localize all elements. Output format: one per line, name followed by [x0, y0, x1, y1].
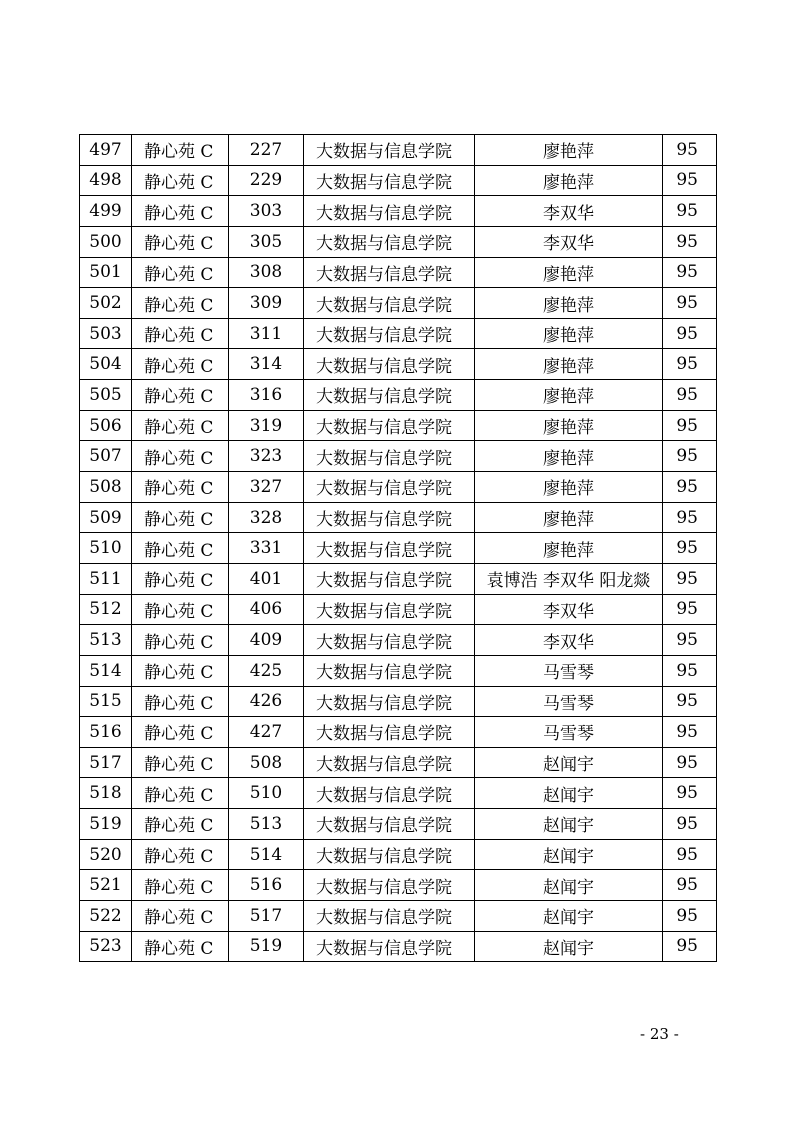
row-number-cell: 511 — [80, 563, 132, 594]
table-row — [80, 165, 717, 196]
staff-names-cell: 赵闻宇 — [475, 901, 663, 932]
score-cell: 95 — [663, 502, 717, 533]
room-number-cell: 305 — [229, 226, 304, 257]
building-name-cell: 静心苑 C — [132, 288, 229, 319]
row-number-cell: 513 — [80, 625, 132, 656]
room-number-cell: 327 — [229, 472, 304, 503]
college-name-cell: 大数据与信息学院 — [304, 563, 475, 594]
row-number-cell: 512 — [80, 594, 132, 625]
college-name-cell: 大数据与信息学院 — [304, 318, 475, 349]
building-name-cell: 静心苑 C — [132, 472, 229, 503]
staff-names-cell: 李双华 — [475, 196, 663, 227]
staff-names-cell: 廖艳萍 — [475, 410, 663, 441]
score-cell: 95 — [663, 380, 717, 411]
room-number-cell: 229 — [229, 165, 304, 196]
staff-names-cell: 赵闻宇 — [475, 809, 663, 840]
building-name-cell: 静心苑 C — [132, 870, 229, 901]
score-cell: 95 — [663, 747, 717, 778]
college-name-cell: 大数据与信息学院 — [304, 288, 475, 319]
row-number-cell: 508 — [80, 472, 132, 503]
building-name-cell: 静心苑 C — [132, 502, 229, 533]
score-cell: 95 — [663, 288, 717, 319]
college-name-cell: 大数据与信息学院 — [304, 472, 475, 503]
table-row — [80, 563, 717, 594]
room-number-cell: 316 — [229, 380, 304, 411]
score-cell: 95 — [663, 870, 717, 901]
staff-names-cell: 马雪琴 — [475, 655, 663, 686]
score-cell: 95 — [663, 410, 717, 441]
score-cell: 95 — [663, 839, 717, 870]
room-number-cell: 425 — [229, 655, 304, 686]
table-row — [80, 931, 717, 962]
row-number-cell: 506 — [80, 410, 132, 441]
table-row — [80, 410, 717, 441]
page-number: - 23 - — [640, 1025, 679, 1043]
building-name-cell: 静心苑 C — [132, 165, 229, 196]
score-cell: 95 — [663, 196, 717, 227]
building-name-cell: 静心苑 C — [132, 318, 229, 349]
room-number-cell: 510 — [229, 778, 304, 809]
table-row — [80, 257, 717, 288]
building-name-cell: 静心苑 C — [132, 380, 229, 411]
college-name-cell: 大数据与信息学院 — [304, 747, 475, 778]
score-cell: 95 — [663, 809, 717, 840]
row-number-cell: 500 — [80, 226, 132, 257]
staff-names-cell: 赵闻宇 — [475, 839, 663, 870]
room-number-cell: 314 — [229, 349, 304, 380]
college-name-cell: 大数据与信息学院 — [304, 226, 475, 257]
score-cell: 95 — [663, 441, 717, 472]
staff-names-cell: 廖艳萍 — [475, 533, 663, 564]
room-number-cell: 517 — [229, 901, 304, 932]
building-name-cell: 静心苑 C — [132, 686, 229, 717]
score-cell: 95 — [663, 226, 717, 257]
building-name-cell: 静心苑 C — [132, 441, 229, 472]
room-number-cell: 227 — [229, 135, 304, 166]
room-number-cell: 331 — [229, 533, 304, 564]
score-cell: 95 — [663, 257, 717, 288]
room-number-cell: 323 — [229, 441, 304, 472]
score-cell: 95 — [663, 625, 717, 656]
staff-names-cell: 廖艳萍 — [475, 135, 663, 166]
score-cell: 95 — [663, 901, 717, 932]
row-number-cell: 505 — [80, 380, 132, 411]
score-cell: 95 — [663, 717, 717, 748]
staff-names-cell: 袁博浩 李双华 阳龙燚 — [475, 563, 663, 594]
score-cell: 95 — [663, 318, 717, 349]
staff-names-cell: 李双华 — [475, 625, 663, 656]
room-number-cell: 401 — [229, 563, 304, 594]
building-name-cell: 静心苑 C — [132, 410, 229, 441]
room-number-cell: 311 — [229, 318, 304, 349]
room-number-cell: 427 — [229, 717, 304, 748]
row-number-cell: 521 — [80, 870, 132, 901]
room-number-cell: 308 — [229, 257, 304, 288]
college-name-cell: 大数据与信息学院 — [304, 870, 475, 901]
row-number-cell: 520 — [80, 839, 132, 870]
row-number-cell: 518 — [80, 778, 132, 809]
building-name-cell: 静心苑 C — [132, 809, 229, 840]
room-number-cell: 516 — [229, 870, 304, 901]
college-name-cell: 大数据与信息学院 — [304, 809, 475, 840]
table-row — [80, 135, 717, 166]
college-name-cell: 大数据与信息学院 — [304, 349, 475, 380]
staff-names-cell: 廖艳萍 — [475, 288, 663, 319]
score-cell: 95 — [663, 594, 717, 625]
room-number-cell: 513 — [229, 809, 304, 840]
college-name-cell: 大数据与信息学院 — [304, 533, 475, 564]
score-cell: 95 — [663, 135, 717, 166]
table-row — [80, 226, 717, 257]
college-name-cell: 大数据与信息学院 — [304, 594, 475, 625]
college-name-cell: 大数据与信息学院 — [304, 686, 475, 717]
table-row — [80, 472, 717, 503]
college-name-cell: 大数据与信息学院 — [304, 135, 475, 166]
table-row — [80, 778, 717, 809]
row-number-cell: 509 — [80, 502, 132, 533]
staff-names-cell: 廖艳萍 — [475, 165, 663, 196]
room-number-cell: 514 — [229, 839, 304, 870]
building-name-cell: 静心苑 C — [132, 196, 229, 227]
college-name-cell: 大数据与信息学院 — [304, 778, 475, 809]
building-name-cell: 静心苑 C — [132, 901, 229, 932]
table-row — [80, 809, 717, 840]
table-row — [80, 380, 717, 411]
row-number-cell: 502 — [80, 288, 132, 319]
college-name-cell: 大数据与信息学院 — [304, 410, 475, 441]
row-number-cell: 499 — [80, 196, 132, 227]
room-number-cell: 409 — [229, 625, 304, 656]
college-name-cell: 大数据与信息学院 — [304, 655, 475, 686]
room-number-cell: 319 — [229, 410, 304, 441]
table-row — [80, 625, 717, 656]
room-number-cell: 508 — [229, 747, 304, 778]
score-cell: 95 — [663, 165, 717, 196]
row-number-cell: 523 — [80, 931, 132, 962]
building-name-cell: 静心苑 C — [132, 135, 229, 166]
college-name-cell: 大数据与信息学院 — [304, 717, 475, 748]
table-row — [80, 870, 717, 901]
score-cell: 95 — [663, 931, 717, 962]
staff-names-cell: 赵闻宇 — [475, 870, 663, 901]
table-row — [80, 655, 717, 686]
room-number-cell: 519 — [229, 931, 304, 962]
building-name-cell: 静心苑 C — [132, 563, 229, 594]
table-row — [80, 502, 717, 533]
row-number-cell: 519 — [80, 809, 132, 840]
college-name-cell: 大数据与信息学院 — [304, 931, 475, 962]
table-row — [80, 839, 717, 870]
room-number-cell: 309 — [229, 288, 304, 319]
score-cell: 95 — [663, 563, 717, 594]
room-number-cell: 303 — [229, 196, 304, 227]
college-name-cell: 大数据与信息学院 — [304, 901, 475, 932]
score-cell: 95 — [663, 472, 717, 503]
dormitory-score-table — [79, 134, 717, 962]
row-number-cell: 517 — [80, 747, 132, 778]
staff-names-cell: 廖艳萍 — [475, 318, 663, 349]
score-cell: 95 — [663, 655, 717, 686]
table-row — [80, 533, 717, 564]
table-row — [80, 441, 717, 472]
row-number-cell: 501 — [80, 257, 132, 288]
building-name-cell: 静心苑 C — [132, 931, 229, 962]
staff-names-cell: 廖艳萍 — [475, 472, 663, 503]
row-number-cell: 522 — [80, 901, 132, 932]
staff-names-cell: 马雪琴 — [475, 717, 663, 748]
staff-names-cell: 李双华 — [475, 594, 663, 625]
staff-names-cell: 李双华 — [475, 226, 663, 257]
building-name-cell: 静心苑 C — [132, 655, 229, 686]
table-row — [80, 901, 717, 932]
row-number-cell: 497 — [80, 135, 132, 166]
building-name-cell: 静心苑 C — [132, 349, 229, 380]
row-number-cell: 507 — [80, 441, 132, 472]
staff-names-cell: 赵闻宇 — [475, 747, 663, 778]
table-row — [80, 594, 717, 625]
building-name-cell: 静心苑 C — [132, 839, 229, 870]
score-cell: 95 — [663, 778, 717, 809]
building-name-cell: 静心苑 C — [132, 778, 229, 809]
table-row — [80, 747, 717, 778]
staff-names-cell: 马雪琴 — [475, 686, 663, 717]
table-row — [80, 717, 717, 748]
score-cell: 95 — [663, 349, 717, 380]
row-number-cell: 510 — [80, 533, 132, 564]
row-number-cell: 504 — [80, 349, 132, 380]
building-name-cell: 静心苑 C — [132, 594, 229, 625]
college-name-cell: 大数据与信息学院 — [304, 839, 475, 870]
staff-names-cell: 廖艳萍 — [475, 441, 663, 472]
college-name-cell: 大数据与信息学院 — [304, 196, 475, 227]
college-name-cell: 大数据与信息学院 — [304, 625, 475, 656]
table-row — [80, 349, 717, 380]
building-name-cell: 静心苑 C — [132, 533, 229, 564]
row-number-cell: 515 — [80, 686, 132, 717]
building-name-cell: 静心苑 C — [132, 226, 229, 257]
table-row — [80, 318, 717, 349]
staff-names-cell: 廖艳萍 — [475, 257, 663, 288]
building-name-cell: 静心苑 C — [132, 717, 229, 748]
college-name-cell: 大数据与信息学院 — [304, 380, 475, 411]
staff-names-cell: 赵闻宇 — [475, 778, 663, 809]
college-name-cell: 大数据与信息学院 — [304, 441, 475, 472]
table-body — [80, 135, 717, 962]
building-name-cell: 静心苑 C — [132, 257, 229, 288]
row-number-cell: 514 — [80, 655, 132, 686]
row-number-cell: 498 — [80, 165, 132, 196]
staff-names-cell: 赵闻宇 — [475, 931, 663, 962]
staff-names-cell: 廖艳萍 — [475, 502, 663, 533]
table-row — [80, 686, 717, 717]
table-row — [80, 196, 717, 227]
staff-names-cell: 廖艳萍 — [475, 380, 663, 411]
room-number-cell: 426 — [229, 686, 304, 717]
score-cell: 95 — [663, 533, 717, 564]
row-number-cell: 503 — [80, 318, 132, 349]
staff-names-cell: 廖艳萍 — [475, 349, 663, 380]
score-cell: 95 — [663, 686, 717, 717]
college-name-cell: 大数据与信息学院 — [304, 165, 475, 196]
table-row — [80, 288, 717, 319]
room-number-cell: 406 — [229, 594, 304, 625]
building-name-cell: 静心苑 C — [132, 747, 229, 778]
row-number-cell: 516 — [80, 717, 132, 748]
college-name-cell: 大数据与信息学院 — [304, 257, 475, 288]
college-name-cell: 大数据与信息学院 — [304, 502, 475, 533]
room-number-cell: 328 — [229, 502, 304, 533]
building-name-cell: 静心苑 C — [132, 625, 229, 656]
